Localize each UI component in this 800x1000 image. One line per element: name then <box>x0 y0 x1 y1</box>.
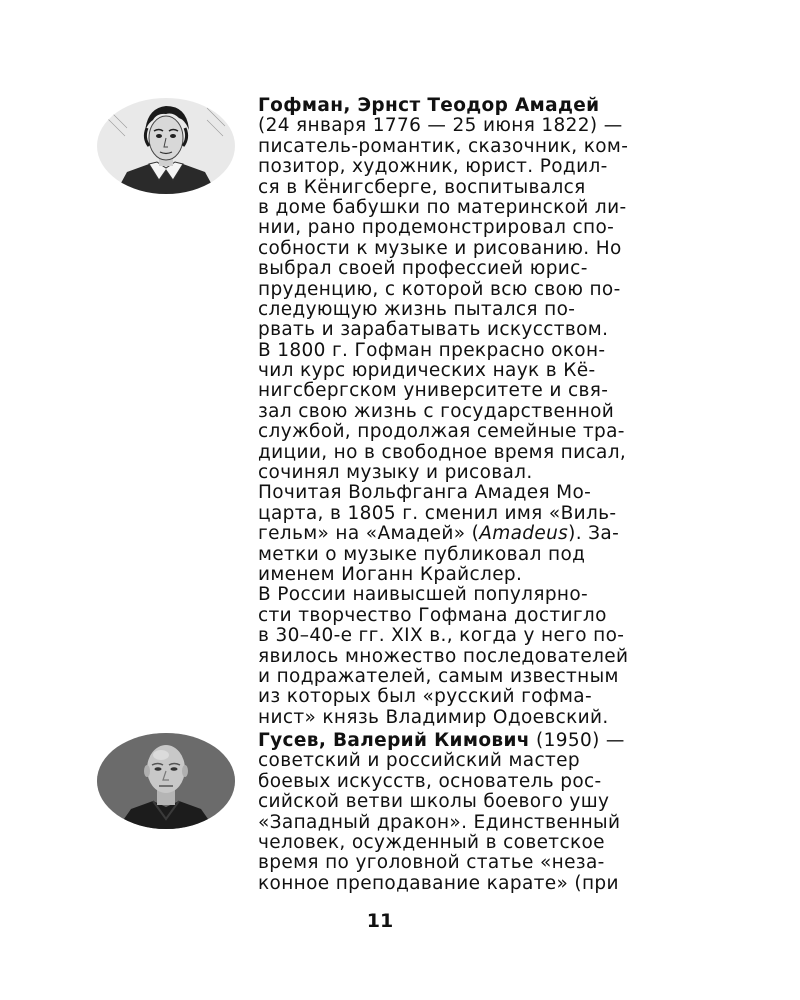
engraving-portrait-image <box>97 98 235 194</box>
entry-text-gusev <box>258 731 668 894</box>
italic-word: Amadeus <box>479 523 569 545</box>
text-line: царта, в 1805 г. сменил имя «Виль- <box>258 502 617 524</box>
text-line-with-italic <box>258 524 668 544</box>
text-segment: гельм» на «Амадей» ( <box>258 523 480 545</box>
text-line: выбрал своей профессией юрис- <box>258 258 588 280</box>
text-line: чил курс юридических наук в Кё- <box>258 360 596 382</box>
text-line: и подражателей, самым известным <box>258 665 619 687</box>
text-line: боевых искусств, основатель рос- <box>258 770 602 792</box>
text-line: В России наивысшей популярно- <box>258 584 589 606</box>
text-line: (24 января 1776 — 25 июня 1822) — <box>258 115 623 137</box>
text-line: время по уголовной статье «неза- <box>258 852 605 874</box>
text-line: сти творчество Гофмана достигло <box>258 604 607 626</box>
text-line: рвать и зарабатывать искусством. <box>258 319 609 341</box>
text-line: «Западный дракон». Единственный <box>258 811 621 833</box>
text-line: сочинял музыку и рисовал. <box>258 462 533 484</box>
text-line: В 1800 г. Гофман прекрасно окон- <box>258 339 606 361</box>
text-line: именем Иоганн Крайслер. <box>258 563 523 585</box>
text-line: писатель-романтик, сказочник, ком- <box>258 135 629 157</box>
text-line: собности к музыке и рисованию. Но <box>258 237 622 259</box>
text-line: человек, осужденный в советское <box>258 831 605 853</box>
text-line: ся в Кёнигсберге, воспитывался <box>258 176 586 198</box>
entry-text-hoffmann <box>258 96 668 728</box>
text-line: следующую жизнь пытался по- <box>258 298 576 320</box>
text-line: службой, продолжая семейные тра- <box>258 421 625 443</box>
text-line: в 30–40-е гг. XIX в., когда у него по- <box>258 625 625 647</box>
person-name: Гофман, Эрнст Теодор Амадей <box>258 95 600 116</box>
person-name: Гусев, Валерий Кимович <box>258 730 530 751</box>
text-line: сийской ветви школы боевого ушу <box>258 791 610 813</box>
text-line: в доме бабушки по материнской ли- <box>258 196 627 218</box>
text-line: нист» князь Владимир Одоевский. <box>258 706 609 728</box>
text-segment: ). За- <box>568 523 620 545</box>
entry-heading <box>258 96 668 116</box>
entry-heading <box>258 731 668 751</box>
text-line: зал свою жизнь с государственной <box>258 400 615 422</box>
text-line: явилось множество последователей <box>258 645 629 667</box>
text-line: позитор, художник, юрист. Родил- <box>258 156 608 178</box>
portrait-hoffmann <box>97 98 235 194</box>
photo-portrait-image <box>97 733 235 829</box>
portrait-gusev <box>97 733 235 829</box>
page-number: 11 <box>366 910 394 932</box>
text-line: диции, но в свободное время писал, <box>258 441 627 463</box>
text-line: из которых был «русский гофма- <box>258 686 593 708</box>
text-line: метки о музыке публиковал под <box>258 543 586 565</box>
person-years: (1950) — <box>529 730 625 751</box>
text-line: пруденцию, с которой всю свою по- <box>258 278 621 300</box>
text-line: нии, рано продемонстрировал спо- <box>258 217 615 239</box>
text-line: нигсбергском университете и свя- <box>258 380 609 402</box>
text-line: Почитая Вольфганга Амадея Мо- <box>258 482 592 504</box>
text-line: советский и российский мастер <box>258 750 580 772</box>
text-line: конное преподавание карате» (при <box>258 872 619 894</box>
